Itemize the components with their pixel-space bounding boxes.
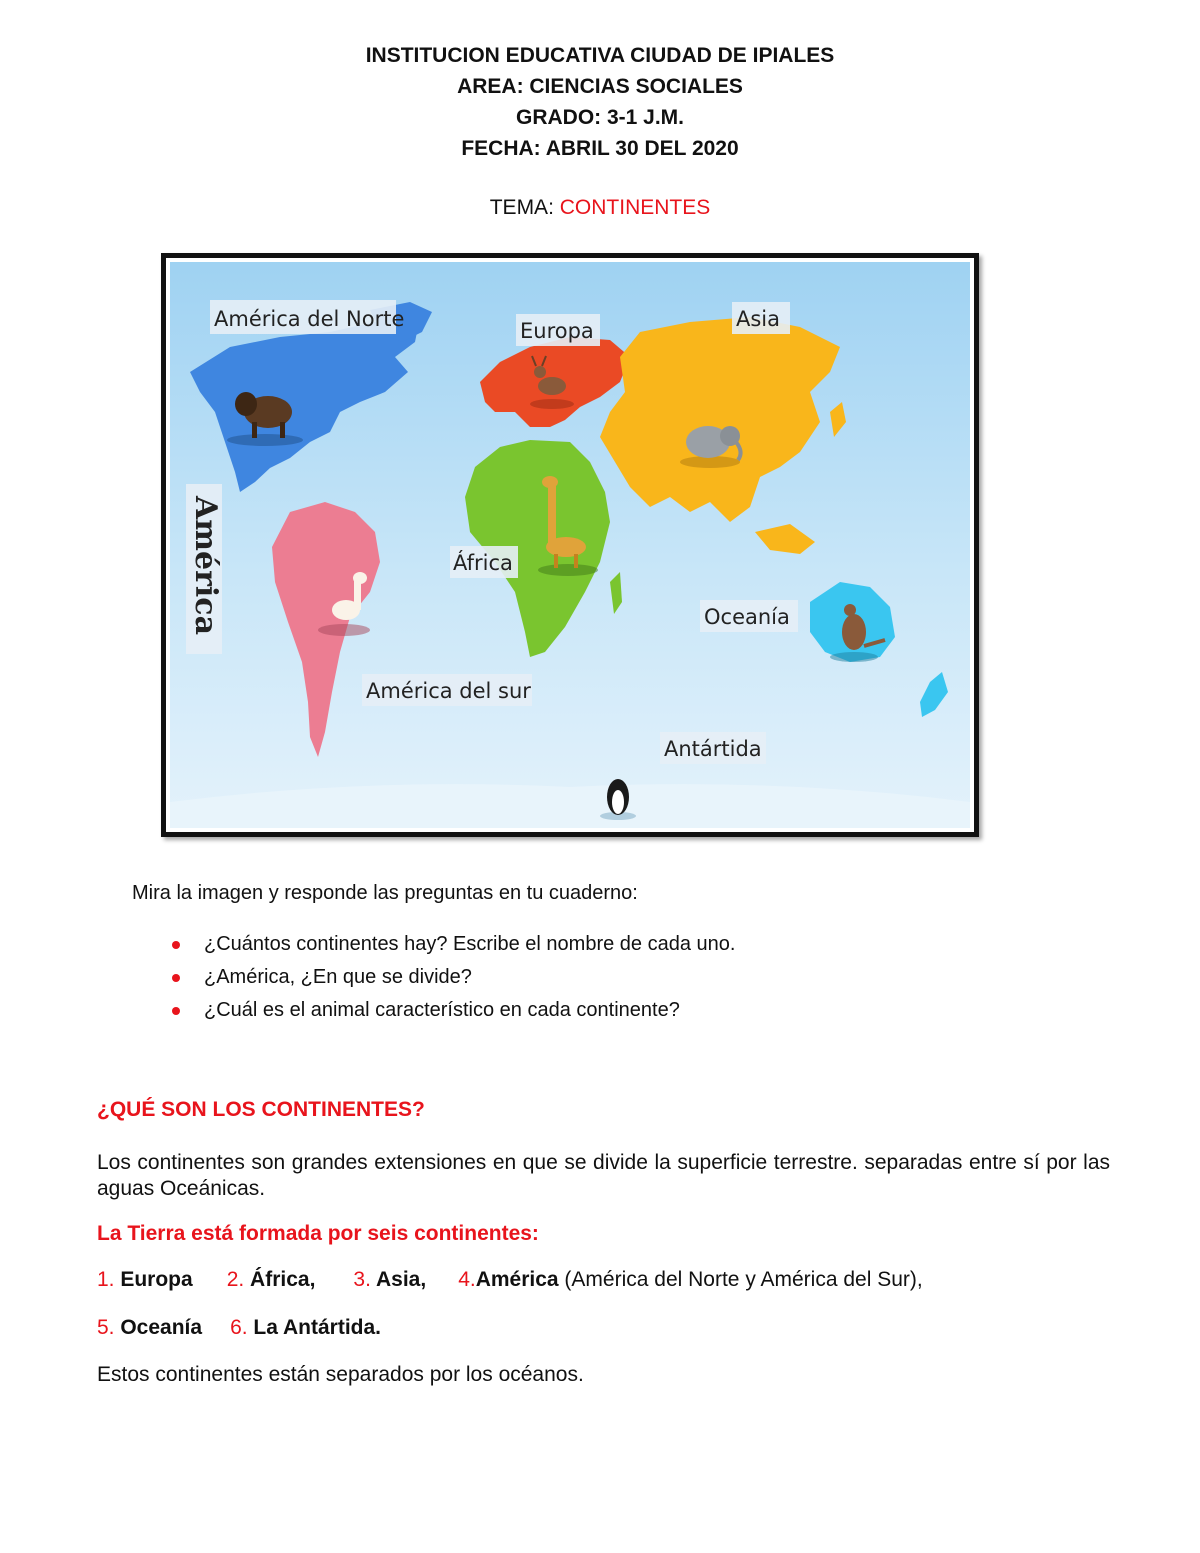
questions-list: [204, 928, 735, 1027]
continent-asia: Asia,: [370, 1268, 427, 1291]
world-map: [170, 262, 970, 828]
world-map-image: [161, 253, 979, 837]
date: FECHA: ABRIL 30 DEL 2020: [461, 137, 739, 160]
topic-label: TEMA:: [489, 196, 560, 219]
continents-list-line-1: [97, 1268, 1110, 1292]
definition-text: Los continentes son grandes extensiones en que se divide la superficie terrestre. separadas entre sí por las aguas Oceánicas.: [97, 1151, 1110, 1200]
label-asia: [732, 302, 790, 334]
continent-africa: África,: [244, 1268, 316, 1291]
document-header: [0, 40, 1200, 164]
questions-intro: Mira la imagen y responde las preguntas en tu cuaderno:: [132, 882, 638, 904]
svg-text:Asia: Asia: [736, 307, 781, 331]
america-detail: (América del Norte y América del Sur),: [558, 1268, 923, 1291]
label-south-america: [362, 674, 532, 706]
svg-text:Antártida: Antártida: [664, 737, 762, 761]
svg-text:América del Norte: América del Norte: [214, 307, 405, 331]
question-item: ¿América, ¿En que se divide?: [204, 961, 735, 994]
question-item: ¿Cuántos continentes hay? Escribe el nombre de cada uno.: [204, 928, 735, 961]
grade: GRADO: 3-1 J.M.: [515, 106, 685, 129]
antarctica-shape: [170, 784, 970, 828]
continent-oceania: Oceanía: [114, 1316, 203, 1339]
continent-america: América: [475, 1268, 559, 1291]
number-2: 2.: [226, 1268, 245, 1291]
label-oceania: [700, 600, 798, 632]
topic-line: [0, 196, 1200, 220]
number-6: 6.: [230, 1316, 248, 1339]
svg-text:América: América: [188, 496, 223, 636]
number-4: 4.: [458, 1268, 476, 1291]
definition-heading: ¿QUÉ SON LOS CONTINENTES?: [97, 1098, 425, 1121]
continent-europa: Europa: [114, 1268, 193, 1291]
continents-list-line-2: [97, 1316, 1110, 1340]
closing-text: Estos continentes están separados por los océanos.: [97, 1363, 584, 1386]
subject-area: AREA: CIENCIAS SOCIALES: [457, 75, 743, 98]
label-north-america: [210, 300, 404, 334]
svg-text:Oceanía: Oceanía: [704, 605, 790, 629]
questions-block: [132, 878, 735, 1027]
number-1: 1.: [97, 1268, 115, 1291]
svg-text:Europa: Europa: [520, 319, 594, 343]
svg-text:África: África: [453, 551, 513, 575]
label-europe: [516, 314, 600, 346]
number-3: 3.: [353, 1268, 371, 1291]
label-africa: [450, 546, 518, 578]
label-antarctica: [660, 732, 766, 764]
continent-antartida: La Antártida.: [247, 1316, 381, 1339]
number-5: 5.: [97, 1316, 115, 1339]
topic-value: CONTINENTES: [559, 196, 711, 219]
svg-text:América del sur: América del sur: [366, 679, 531, 703]
institution-name: INSTITUCION EDUCATIVA CIUDAD DE IPIALES: [365, 44, 835, 67]
six-continents-heading: La Tierra está formada por seis continentes:: [97, 1222, 539, 1245]
question-item: ¿Cuál es el animal característico en cada continente?: [204, 994, 735, 1027]
label-america-vertical: [186, 484, 223, 654]
